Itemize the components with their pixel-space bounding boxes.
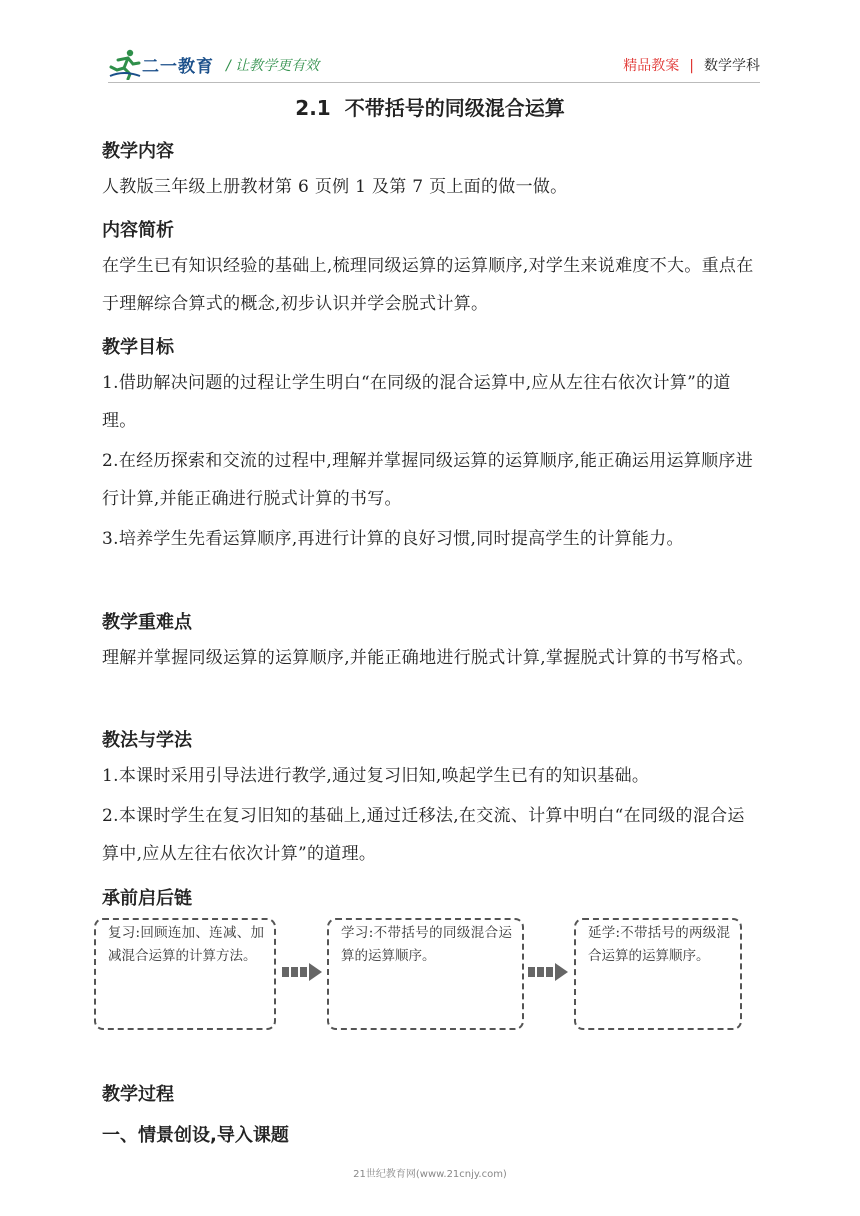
page-footer: 21世纪教育网(www.21cnjy.com) — [353, 1169, 507, 1180]
paragraph-key-points: 理解并掌握同级运算的运算顺序,并能正确地进行脱式计算,掌握脱式计算的书写格式。 — [102, 648, 754, 668]
paragraph-goal-1: 1.借助解决问题的过程让学生明白“在同级的混合运算中,应从左往右依次计算”的道理。 — [102, 373, 731, 431]
heading-goals: 教学目标 — [102, 337, 174, 358]
title-text: 不带括号的同级混合运算 — [344, 96, 565, 120]
page-header — [108, 46, 760, 82]
heading-methods: 教法与学法 — [102, 730, 192, 751]
paragraph-analysis: 在学生已有知识经验的基础上,梳理同级运算的运算顺序,对学生来说难度不大。重点在于理解综合算式的概念,初步认识并学会脱式计算。 — [102, 256, 754, 314]
chain-box-extend-text: 延学:不带括号的两级混合运算的运算顺序。 — [588, 925, 730, 964]
heading-key-points: 教学重难点 — [102, 612, 192, 633]
paragraph-content: 人教版三年级上册教材第 6 页例 1 及第 7 页上面的做一做。 — [102, 177, 568, 197]
striped-arrow-icon — [282, 962, 324, 982]
page-title — [0, 92, 860, 121]
heading-content: 教学内容 — [102, 141, 174, 162]
chain-box-review — [94, 918, 276, 1030]
chain-box-learn — [327, 918, 524, 1030]
striped-arrow-icon — [528, 962, 570, 982]
running-figure-icon — [108, 48, 142, 80]
title-number: 2.1 — [295, 96, 331, 120]
paragraph-goal-3: 3.培养学生先看运算顺序,再进行计算的良好习惯,同时提高学生的计算能力。 — [102, 529, 684, 549]
tag-label-subject: 数学学科 — [704, 58, 760, 74]
heading-chain: 承前启后链 — [102, 888, 192, 909]
subject-tag — [623, 55, 760, 75]
paragraph-method-2: 2.本课时学生在复习旧知的基础上,通过迁移法,在交流、计算中明白“在同级的混合运算中,应从左往右依次计算”的道理。 — [102, 806, 745, 864]
slogan: / 让教学更有效 — [226, 58, 320, 74]
chain-box-review-text: 复习:回顾连加、连减、加减混合运算的计算方法。 — [108, 925, 264, 964]
tag-separator: | — [689, 58, 694, 74]
heading-process: 教学过程 — [102, 1084, 174, 1105]
paragraph-method-1: 1.本课时采用引导法进行教学,通过复习旧知,唤起学生已有的知识基础。 — [102, 766, 650, 786]
chain-box-extend — [574, 918, 742, 1030]
tag-label-quality: 精品教案 — [623, 58, 680, 74]
logo-text: 二一教育 — [142, 57, 214, 77]
paragraph-goal-2: 2.在经历探索和交流的过程中,理解并掌握同级运算的运算顺序,能正确运用运算顺序进行计算,并能正确进行脱式计算的书写。 — [102, 451, 754, 509]
heading-step-1: 一、情景创设,导入课题 — [102, 1125, 289, 1146]
learning-chain — [94, 918, 744, 1033]
header-divider — [108, 82, 760, 83]
heading-analysis: 内容简析 — [102, 220, 174, 241]
chain-box-learn-text: 学习:不带括号的同级混合运算的运算顺序。 — [341, 925, 512, 964]
